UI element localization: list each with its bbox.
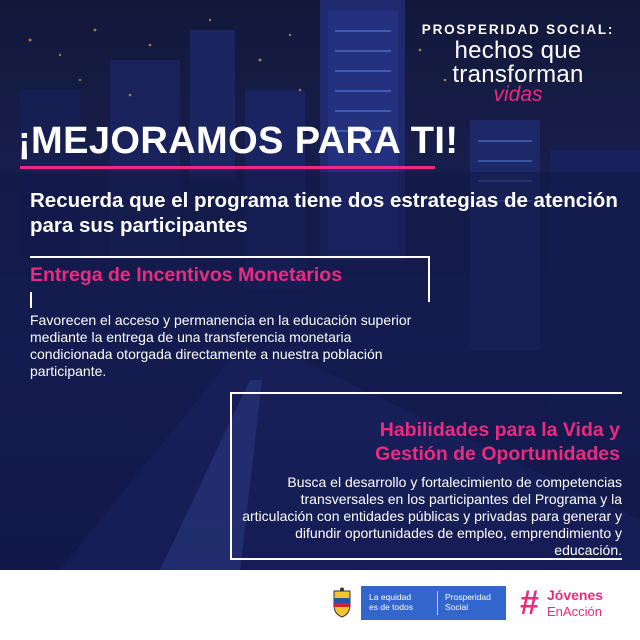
divider-line-top <box>30 256 430 258</box>
divider-line-middle <box>230 392 622 394</box>
jovenes-line1: Jóvenes <box>547 587 604 603</box>
brand-line2: transforman <box>452 61 584 88</box>
gov-logo-box <box>361 586 506 620</box>
section2-title <box>300 418 620 466</box>
divider-line-left-vertical <box>30 292 32 308</box>
gov-right-text <box>438 586 491 620</box>
gov-right-line2: Social <box>445 602 469 612</box>
jovenes-line2: EnAcción <box>547 604 602 619</box>
headline-underline <box>20 166 435 169</box>
gov-line1: La equidad <box>369 592 412 602</box>
section2-title-line1: Habilidades para la Vida y <box>379 419 620 441</box>
footer-bar <box>0 570 640 640</box>
colombia-shield-icon <box>331 587 353 619</box>
divider-line-right-vertical <box>428 256 430 302</box>
brand-line3: vidas <box>493 83 543 106</box>
headline: ¡MEJORAMOS PARA TI! <box>18 120 459 162</box>
section1-body: Favorecen el acceso y permanencia en la educación superior mediante la entrega de una transferencia monetaria condicionada otorgada directamente a nuestra población participante. <box>30 312 412 379</box>
intro-text: Recuerda que el programa tiene dos estrategias de atención para sus participantes <box>30 189 618 237</box>
section1-title: Entrega de Incentivos Monetarios <box>30 264 343 286</box>
prosperidad-social-logo <box>418 22 618 104</box>
jovenes-hash-icon: # <box>520 584 539 622</box>
gov-left-text <box>361 586 437 620</box>
gov-line2: es de todos <box>369 602 413 612</box>
brand-top-text: PROSPERIDAD SOCIAL: <box>421 22 615 37</box>
section2-body: Busca el desarrollo y fortalecimiento de competencias transversales en los participantes del Programa y la articulación con entidades públicas y privadas para generar y difundir oportunidades de empleo, emprendimiento y educación. <box>242 474 622 558</box>
brand-line1: hechos que <box>454 37 582 64</box>
gov-right-line1: Prosperidad <box>445 592 491 602</box>
section2-title-line2: Gestión de Oportunidades <box>375 443 620 465</box>
